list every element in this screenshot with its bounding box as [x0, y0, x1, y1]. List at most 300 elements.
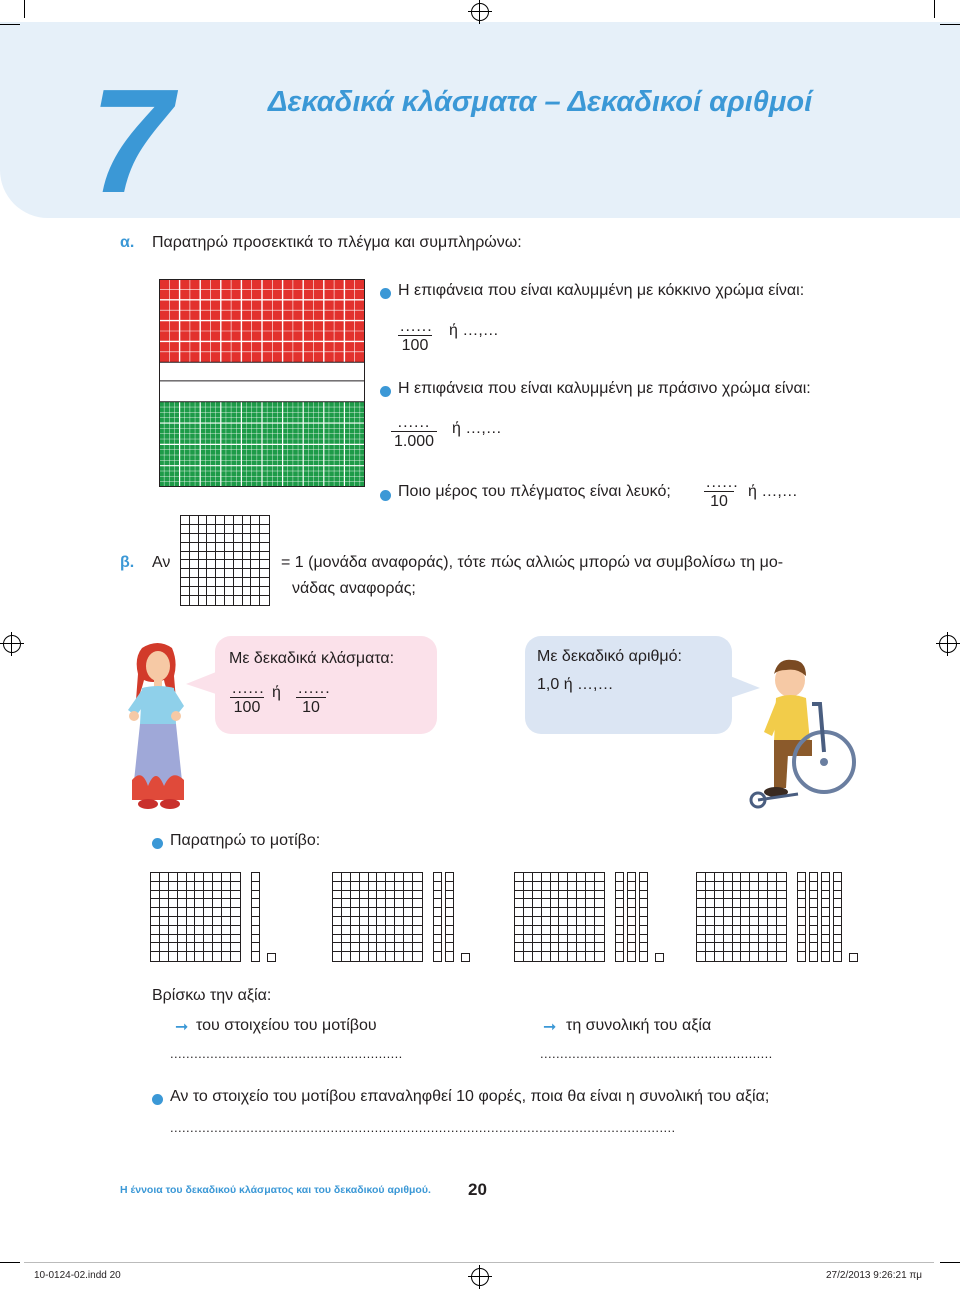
decimal-bubble-title: Με δεκαδικό αριθμό:: [537, 648, 682, 665]
bubble-pointer: [186, 668, 218, 696]
grid-cell: [216, 534, 225, 543]
grid-cell: [195, 882, 204, 891]
grid-cell: [542, 873, 551, 882]
grid-cell: [715, 908, 724, 917]
grid-cell: [542, 899, 551, 908]
strip-cell: [798, 882, 805, 891]
grid-cell: [404, 882, 413, 891]
grid-cell: [542, 935, 551, 944]
grid-cell: [251, 534, 260, 543]
grid-cell: [195, 943, 204, 952]
grid-cell: [586, 882, 595, 891]
strip-cell: [434, 926, 441, 935]
grid-cell: [207, 578, 216, 587]
strip-cell: [628, 935, 635, 944]
grid-cell: [524, 899, 533, 908]
strip-cell: [834, 908, 841, 917]
strip-cell: [640, 917, 647, 926]
grid-cell: [195, 899, 204, 908]
grid-cell: [551, 917, 560, 926]
grid-cell: [741, 943, 750, 952]
strip-cell: [834, 935, 841, 944]
grid-cell: [395, 943, 404, 952]
strip-cell: [446, 908, 453, 917]
grid-cell: [342, 891, 351, 900]
grid-cell: [559, 908, 568, 917]
strip-cell: [628, 952, 635, 961]
grid-cell: [377, 899, 386, 908]
strip-cell: [810, 935, 817, 944]
grid-cell: [333, 873, 342, 882]
grid-cell: [207, 569, 216, 578]
grid-band: [159, 362, 365, 366]
grid-cell: [225, 552, 234, 561]
strip-cell: [834, 873, 841, 882]
grid-cell: [515, 917, 524, 926]
grid-cell: [190, 525, 199, 534]
grid-cell: [750, 891, 759, 900]
grid-cell: [207, 552, 216, 561]
grid-cell: [213, 935, 222, 944]
grid-cell: [243, 560, 252, 569]
grid-cell: [524, 935, 533, 944]
section-b-label: β.: [120, 554, 135, 571]
bullet-icon: [380, 490, 391, 501]
grid-cell: [234, 569, 243, 578]
grid-cell: [169, 891, 178, 900]
grid-cell: [741, 873, 750, 882]
strip-cell: [834, 882, 841, 891]
grid-cell: [360, 943, 369, 952]
strip-cell: [798, 926, 805, 935]
grid-cell: [333, 917, 342, 926]
grid-cell: [333, 908, 342, 917]
grid-cell: [759, 908, 768, 917]
grid-cell: [413, 899, 422, 908]
grid-cell: [160, 873, 169, 882]
grid-cell: [777, 891, 786, 900]
grid-cell: [697, 926, 706, 935]
grid-cell: [715, 926, 724, 935]
grid-cell: [234, 534, 243, 543]
grid-cell: [413, 935, 422, 944]
grid-cell: [706, 943, 715, 952]
grid-cell: [213, 926, 222, 935]
grid-cell: [360, 882, 369, 891]
grid-cell: [190, 596, 199, 605]
strip-cell: [616, 943, 623, 952]
grid-cell: [251, 560, 260, 569]
grid-cell: [706, 952, 715, 961]
grid-cell: [333, 935, 342, 944]
grid-cell: [260, 525, 269, 534]
registration-mark-icon: [471, 1268, 489, 1286]
grid-cell: [542, 891, 551, 900]
grid-cell: [360, 891, 369, 900]
grid-cell: [724, 873, 733, 882]
grid-cell: [151, 873, 160, 882]
total-value-label: τη συνολική του αξία: [566, 1017, 712, 1034]
grid-cell: [551, 926, 560, 935]
grid-cell: [404, 873, 413, 882]
chapter-title: Δεκαδικά κλάσματα – Δεκαδικοί αριθμοί: [268, 86, 813, 118]
grid-cell: [715, 952, 724, 961]
grid-cell: [234, 516, 243, 525]
crop-mark: [24, 0, 25, 18]
grid-cell: [697, 908, 706, 917]
grid-cell: [207, 525, 216, 534]
grid-cell: [577, 917, 586, 926]
grid-cell: [243, 516, 252, 525]
grid-cell: [222, 891, 231, 900]
grid-cell: [195, 952, 204, 961]
grid-cell: [187, 908, 196, 917]
grid-cell: [187, 943, 196, 952]
grid-cell: [533, 917, 542, 926]
strip-cell: [628, 882, 635, 891]
grid-cell: [706, 899, 715, 908]
grid-cell: [568, 899, 577, 908]
grid-cell: [586, 935, 595, 944]
grid-cell: [360, 926, 369, 935]
grid-cell: [568, 891, 577, 900]
grid-cell: [595, 943, 604, 952]
grid-cell: [697, 952, 706, 961]
grid-cell: [386, 917, 395, 926]
grid-cell: [377, 891, 386, 900]
grid-cell: [151, 952, 160, 961]
strip-cell: [822, 882, 829, 891]
grid-cell: [577, 891, 586, 900]
grid-cell: [251, 543, 260, 552]
grid-cell: [342, 899, 351, 908]
grid-cell: [768, 926, 777, 935]
grid-cell: [225, 516, 234, 525]
strip-cell: [798, 952, 805, 961]
grid-cell: [181, 569, 190, 578]
grid-cell: [216, 552, 225, 561]
fraction-green: [391, 416, 437, 452]
grid-cell: [260, 543, 269, 552]
strip-cell: [810, 873, 817, 882]
grid-cell: [559, 952, 568, 961]
grid-cell: [533, 952, 542, 961]
grid-cell: [199, 552, 208, 561]
strip-cell: [628, 899, 635, 908]
grid-cell: [768, 891, 777, 900]
grid-cell: [260, 596, 269, 605]
grid-cell: [181, 552, 190, 561]
grid-cell: [413, 926, 422, 935]
grid-cell: [395, 935, 404, 944]
strip-cell: [252, 908, 259, 917]
grid-cell: [733, 943, 742, 952]
grid-cell: [733, 908, 742, 917]
grid-cell: [169, 926, 178, 935]
grid-cell: [251, 596, 260, 605]
grid-cell: [395, 952, 404, 961]
strip-cell: [640, 873, 647, 882]
grid-cell: [741, 882, 750, 891]
grid-cell: [243, 543, 252, 552]
grid-cell: [243, 525, 252, 534]
grid-cell: [231, 926, 240, 935]
grid-cell: [377, 952, 386, 961]
grid-cell: [595, 891, 604, 900]
grid-cell: [759, 952, 768, 961]
strip-cell: [446, 935, 453, 944]
grid-cell: [204, 943, 213, 952]
strip-cell: [616, 926, 623, 935]
grid-cell: [199, 569, 208, 578]
grid-cell: [715, 882, 724, 891]
grid-cell: [524, 943, 533, 952]
grid-cell: [216, 543, 225, 552]
grid-cell: [533, 935, 542, 944]
grid-cell: [181, 596, 190, 605]
grid-cell: [750, 873, 759, 882]
strip-cell: [810, 943, 817, 952]
grid-cell: [741, 952, 750, 961]
grid-cell: [216, 560, 225, 569]
grid-cell: [551, 882, 560, 891]
strip-cell: [252, 935, 259, 944]
grid-cell: [595, 899, 604, 908]
grid-cell: [777, 908, 786, 917]
grid-cell: [169, 873, 178, 882]
grid-cell: [759, 891, 768, 900]
grid-cell: [595, 935, 604, 944]
grid-cell: [777, 873, 786, 882]
strip-cell: [434, 908, 441, 917]
strip-cell: [434, 899, 441, 908]
strip-cell: [834, 899, 841, 908]
fraction-denominator: 10: [302, 699, 320, 716]
grid-cell: [377, 873, 386, 882]
strip-cell: [628, 917, 635, 926]
grid-cell: [559, 873, 568, 882]
grid-cell: [733, 935, 742, 944]
grid-cell: [741, 891, 750, 900]
grid-cell: [225, 569, 234, 578]
grid-cell: [413, 952, 422, 961]
grid-cell: [533, 908, 542, 917]
grid-cell: [342, 873, 351, 882]
grid-cell: [551, 899, 560, 908]
strip-cell: [810, 926, 817, 935]
grid-cell: [577, 899, 586, 908]
grid-cell: [213, 891, 222, 900]
pattern-intro: Παρατηρώ το μοτίβο:: [170, 832, 321, 849]
strip-cell: [446, 899, 453, 908]
strip-cell: [810, 952, 817, 961]
grid-cell: [333, 891, 342, 900]
grid-cell: [243, 552, 252, 561]
grid-cell: [333, 882, 342, 891]
fraction-numerator: ......: [400, 318, 433, 335]
grid-cell: [190, 560, 199, 569]
grid-cell: [222, 952, 231, 961]
bubble-fraction-10: [296, 680, 331, 718]
grid-cell: [151, 935, 160, 944]
grid-cell: [595, 952, 604, 961]
grid-cell: [724, 917, 733, 926]
grid-cell: [750, 917, 759, 926]
grid-cell: [181, 516, 190, 525]
crop-mark: [0, 24, 20, 25]
pattern-tenth-strip: [445, 872, 454, 962]
grid-cell: [577, 943, 586, 952]
grid-cell: [207, 516, 216, 525]
grid-cell: [386, 908, 395, 917]
grid-cell: [386, 943, 395, 952]
grid-cell: [706, 917, 715, 926]
grid-cell: [190, 534, 199, 543]
grid-cell: [586, 873, 595, 882]
grid-cell: [542, 908, 551, 917]
find-value-label: Βρίσκω την αξία:: [152, 987, 272, 1004]
grid-cell: [216, 569, 225, 578]
grid-cell: [360, 935, 369, 944]
grid-cell: [213, 917, 222, 926]
grid-cell: [733, 952, 742, 961]
strip-cell: [252, 917, 259, 926]
grid-cell: [750, 943, 759, 952]
grid-cell: [190, 543, 199, 552]
grid-cell: [181, 534, 190, 543]
strip-cell: [616, 935, 623, 944]
grid-cell: [724, 899, 733, 908]
strip-cell: [822, 899, 829, 908]
grid-cell: [351, 926, 360, 935]
grid-cell: [724, 882, 733, 891]
grid-cell: [360, 899, 369, 908]
grid-cell: [342, 917, 351, 926]
grid-cell: [213, 952, 222, 961]
grid-cell: [187, 926, 196, 935]
grid-cell: [768, 882, 777, 891]
grid-cell: [524, 882, 533, 891]
strip-cell: [252, 899, 259, 908]
grid-cell: [697, 899, 706, 908]
grid-cell: [386, 882, 395, 891]
fraction-denominator: 100: [401, 337, 429, 354]
grid-cell: [190, 578, 199, 587]
grid-cell: [160, 935, 169, 944]
pattern-tenth-strip: [627, 872, 636, 962]
strip-cell: [434, 952, 441, 961]
grid-cell: [260, 587, 269, 596]
grid-cell: [222, 882, 231, 891]
grid-cell: [195, 926, 204, 935]
grid-cell: [551, 873, 560, 882]
grid-cell: [395, 899, 404, 908]
grid-cell: [586, 908, 595, 917]
grid-cell: [697, 943, 706, 952]
grid-cell: [724, 891, 733, 900]
strip-cell: [798, 935, 805, 944]
grid-cell: [404, 908, 413, 917]
grid-cell: [222, 917, 231, 926]
fraction-numerator: ......: [232, 680, 265, 697]
grid-cell: [724, 908, 733, 917]
registration-mark-icon: [3, 635, 21, 653]
grid-cell: [386, 926, 395, 935]
grid-cell: [231, 908, 240, 917]
strip-cell: [434, 891, 441, 900]
strip-cell: [446, 952, 453, 961]
grid-cell: [706, 891, 715, 900]
grid-cell: [697, 917, 706, 926]
fraction-denominator: 100: [233, 699, 261, 716]
grid-cell: [768, 943, 777, 952]
strip-cell: [822, 935, 829, 944]
grid-cell: [577, 935, 586, 944]
grid-cell: [377, 935, 386, 944]
grid-cell: [524, 908, 533, 917]
grid-cell: [542, 917, 551, 926]
strip-cell: [640, 952, 647, 961]
grid-cell: [533, 926, 542, 935]
grid-cell: [234, 525, 243, 534]
grid-cell: [213, 873, 222, 882]
grid-cell: [568, 917, 577, 926]
grid-cell: [333, 952, 342, 961]
grid-cell: [759, 926, 768, 935]
grid-cell: [251, 578, 260, 587]
grid-cell: [559, 882, 568, 891]
grid-cell: [178, 943, 187, 952]
grid-cell: [777, 917, 786, 926]
grid-cell: [160, 891, 169, 900]
strip-cell: [252, 873, 259, 882]
grid-cell: [750, 952, 759, 961]
grid-cell: [542, 952, 551, 961]
grid-cell: [515, 908, 524, 917]
grid-cell: [351, 891, 360, 900]
grid-cell: [733, 899, 742, 908]
grid-cell: [377, 882, 386, 891]
grid-cell: [181, 543, 190, 552]
strip-cell: [640, 943, 647, 952]
grid-cell: [697, 882, 706, 891]
strip-cell: [822, 943, 829, 952]
boy-wheelchair-illustration: [728, 652, 862, 812]
grid-cell: [706, 935, 715, 944]
grid-cell: [741, 926, 750, 935]
strip-cell: [810, 917, 817, 926]
pattern-tenth-strip: [809, 872, 818, 962]
grid-cell: [333, 943, 342, 952]
grid-cell: [178, 935, 187, 944]
grid-cell: [169, 882, 178, 891]
grid-cell: [351, 882, 360, 891]
grid-cell: [542, 882, 551, 891]
grid-cell: [724, 935, 733, 944]
grid-cell: [187, 873, 196, 882]
grid-cell: [222, 899, 231, 908]
grid-cell: [404, 943, 413, 952]
strip-cell: [822, 917, 829, 926]
decimal-white: ή …,…: [748, 483, 798, 500]
strip-cell: [616, 917, 623, 926]
grid-cell: [377, 926, 386, 935]
grid-cell: [199, 534, 208, 543]
grid-cell: [524, 952, 533, 961]
grid-cell: [151, 917, 160, 926]
strip-cell: [628, 926, 635, 935]
grid-cell: [759, 882, 768, 891]
